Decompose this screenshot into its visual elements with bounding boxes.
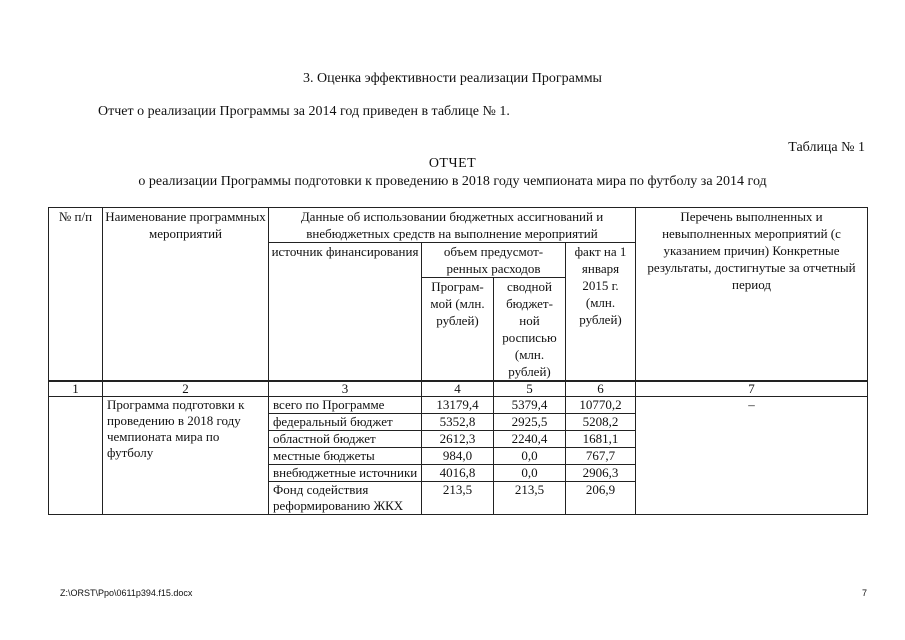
consolidated-value-cell: 213,5 [494,482,566,515]
header-results: Перечень выполненных и невыполненных мероприятий (с указанием причин) Конкретные результаты, достигнутые за отчетный период [636,208,868,382]
col-number: 3 [269,381,422,397]
intro-paragraph: Отчет о реализации Программы за 2014 год приведен в таблице № 1. [98,104,510,119]
col-number: 7 [636,381,868,397]
consolidated-value-cell: 5379,4 [494,397,566,414]
actual-value-cell: 1681,1 [566,431,636,448]
header-source: источник финансирования [269,243,422,382]
source-cell: внебюджетные источники [269,465,422,482]
column-number-row [49,381,868,397]
header-name: Наименование программных мероприятий [103,208,269,382]
report-table [48,207,868,515]
program-value-cell: 984,0 [422,448,494,465]
footer-file-path: Z:\ORST\Ppo\0611p394.f15.docx [60,588,193,598]
header-actual: факт на 1 января 2015 г. (млн. рублей) [566,243,636,382]
actual-value-cell: 5208,2 [566,414,636,431]
table-row [49,397,868,414]
table-number-label: Таблица № 1 [788,140,865,155]
consolidated-value-cell: 0,0 [494,465,566,482]
col-number: 6 [566,381,636,397]
header-budget-group: Данные об использовании бюджетных ассигнований и внебюджетных средств на выполнение мероприятий [269,208,636,243]
report-subtitle: о реализации Программы подготовки к проведению в 2018 году чемпионата мира по футболу за 2014 год [138,174,767,189]
program-value-cell: 5352,8 [422,414,494,431]
row-num-cell [49,397,103,515]
consolidated-value-cell: 0,0 [494,448,566,465]
actual-value-cell: 206,9 [566,482,636,515]
header-consolidated: сводной бюджет-ной росписью (млн. рублей) [494,278,566,382]
consolidated-value-cell: 2240,4 [494,431,566,448]
source-cell: федеральный бюджет [269,414,422,431]
source-cell: областной бюджет [269,431,422,448]
program-value-cell: 4016,8 [422,465,494,482]
header-planned: объем предусмот-ренных расходов [422,243,566,278]
col-number: 5 [494,381,566,397]
source-cell: Фонд содействия реформированию ЖКХ [269,482,422,515]
results-cell: – [636,397,868,515]
actual-value-cell: 767,7 [566,448,636,465]
header-program: Програм-мой (млн. рублей) [422,278,494,382]
program-name-cell: Программа подготовки к проведению в 2018 году чемпионата мира по футболу [103,397,269,515]
source-cell: местные бюджеты [269,448,422,465]
col-number: 1 [49,381,103,397]
col-number: 2 [103,381,269,397]
col-number: 4 [422,381,494,397]
actual-value-cell: 10770,2 [566,397,636,414]
section-title: 3. Оценка эффективности реализации Программы [303,71,602,86]
actual-value-cell: 2906,3 [566,465,636,482]
header-row-1 [49,208,868,243]
program-value-cell: 13179,4 [422,397,494,414]
consolidated-value-cell: 2925,5 [494,414,566,431]
report-title: ОТЧЕТ [428,156,477,171]
header-num: № п/п [49,208,103,382]
program-value-cell: 2612,3 [422,431,494,448]
source-cell: всего по Программе [269,397,422,414]
program-value-cell: 213,5 [422,482,494,515]
page-number: 7 [861,588,867,598]
